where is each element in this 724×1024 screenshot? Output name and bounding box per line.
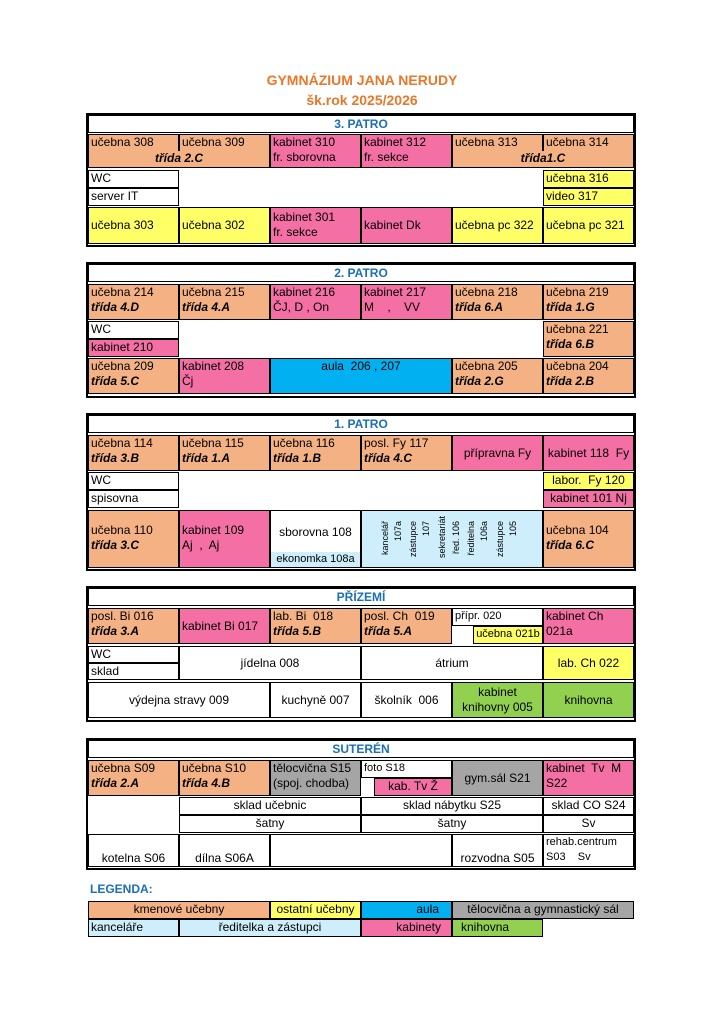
class-2c: třída 2.C <box>88 151 270 168</box>
school-title: GYMNÁZIUM JANA NERUDY <box>266 72 458 88</box>
room-s10: učebna S10 třída 4.B <box>179 760 270 796</box>
legend-reditelka: ředitelka a zástupci <box>179 919 361 937</box>
lab-bi018: lab. Bi 018 třída 5.B <box>270 608 361 644</box>
label-zastupce-1: zástupce <box>408 521 418 558</box>
room-fy117: posl. Fy 117 třída 4.C <box>361 435 452 471</box>
pripr-020: přípr. 020 <box>452 608 543 626</box>
cabinet-tv-m: kabinet Tv M S22 <box>543 760 634 796</box>
cabinet-217: kabinet 217 M , VV <box>361 284 452 320</box>
room-104: učebna 104 třída 6.C <box>543 510 634 568</box>
room-314: učebna 314 <box>543 134 634 152</box>
room-021b: učebna 021b <box>473 626 543 644</box>
label-sekretariat: sekretariát <box>437 516 447 559</box>
room-205: učebna 205 třída 2.G <box>452 358 543 394</box>
room-bi016: posl. Bi 016 třída 3.A <box>88 608 179 644</box>
foto-s18: foto S18 <box>361 760 452 778</box>
vydejna-009: výdejna stravy 009 <box>88 682 270 718</box>
label-106a: 106a <box>479 521 489 542</box>
atrium: átrium <box>361 646 543 680</box>
cabinet-210: kabinet 210 <box>88 339 179 357</box>
legend-telocvicna: tělocvična a gymnastický sál <box>452 901 634 919</box>
label-reditelna: ředitelna <box>466 521 476 556</box>
spisovna: spisovna <box>88 490 179 508</box>
label-zastupce-2: zástupce <box>495 521 505 558</box>
cabinet-312: kabinet 312 fr. sekce <box>361 134 452 168</box>
room-ch019: posl. Ch 019 třída 5.A <box>361 608 452 644</box>
ground-title: PŘÍZEMÍ <box>88 588 634 606</box>
basement-corridor <box>270 834 452 867</box>
room-309: učebna 309 <box>179 134 270 152</box>
cabinet-118: kabinet 118 Fy <box>543 435 634 471</box>
cabinet-tv-z: kab. Tv Ž <box>374 778 452 796</box>
label-107: 107 <box>421 521 431 537</box>
kotelna-s06: kotelna S06 <box>88 834 179 867</box>
sborovna-108: sborovna 108 <box>270 510 361 568</box>
basement-title: SUTERÉN <box>88 740 634 758</box>
video-317: video 317 <box>543 188 634 206</box>
sv-label: Sv <box>543 815 634 833</box>
room-313: učebna 313 <box>452 134 543 152</box>
cabinet-301: kabinet 301 fr. sekce <box>270 207 361 244</box>
label-kancelar: kancelář <box>380 521 390 556</box>
cabinet-310: kabinet 310 fr. sborovna <box>270 134 361 168</box>
room-215: učebna 215 třída 4.A <box>179 284 270 320</box>
rozvodna-s05: rozvodna S05 <box>452 834 543 867</box>
room-209: učebna 209 třída 5.C <box>88 358 179 394</box>
pc-322: učebna pc 322 <box>452 207 543 244</box>
legend-aula: aula <box>361 901 452 919</box>
class-1c: třída1.C <box>452 151 634 168</box>
floor1-title: 1. PATRO <box>88 415 634 433</box>
pc-321: učebna pc 321 <box>543 207 634 244</box>
room-116: učebna 116 třída 1.B <box>270 435 361 471</box>
floor2-title: 2. PATRO <box>88 264 634 282</box>
priprava-fy: přípravna Fy <box>452 435 543 471</box>
floor3-title: 3. PATRO <box>88 115 634 133</box>
cabinet-ch: kabinet Ch 021a <box>543 608 634 644</box>
room-s09: učebna S09 třída 2.A <box>88 760 179 796</box>
sklad-ucebnic: sklad učebnic <box>179 797 361 815</box>
room-214: učebna 214 třída 4.D <box>88 284 179 320</box>
jidelna-008: jídelna 008 <box>179 646 361 680</box>
room-218: učebna 218 třída 6.A <box>452 284 543 320</box>
cabinet-knihovny-005: kabinet knihovny 005 <box>452 682 543 718</box>
rehab-centrum: rehab.centrum S03 Sv <box>543 834 634 867</box>
kuchyne-007: kuchyně 007 <box>270 682 361 718</box>
school-year: šk.rok 2025/2026 <box>306 92 418 108</box>
sklad-0: sklad <box>88 663 179 680</box>
telocvicna-s15: tělocvična S15 (spoj. chodba) <box>270 760 361 796</box>
sklad-co-s24: sklad CO S24 <box>543 797 634 815</box>
ekonomka-108a: ekonomka 108a <box>271 552 360 567</box>
skolnik-006: školník 006 <box>361 682 452 718</box>
legend-kmenove: kmenové učebny <box>88 901 270 919</box>
cabinet-216: kabinet 216 ČJ, D , On <box>270 284 361 320</box>
room-221: učebna 221 třída 6.B <box>543 321 634 357</box>
dilna-s06a: dílna S06A <box>179 834 270 867</box>
wc-1: WC <box>88 472 179 490</box>
server-it: server IT <box>88 188 179 206</box>
cabinet-208: kabinet 208 Čj <box>179 358 270 394</box>
room-308: učebna 308 <box>88 134 179 152</box>
gym-sal-s21: gym.sál S21 <box>452 760 543 796</box>
lab-fy-120: labor. Fy 120 <box>543 472 634 490</box>
legend-title: LEGENDA: <box>90 882 153 896</box>
cabinet-dk: kabinet Dk <box>361 207 452 244</box>
label-105: 105 <box>508 521 518 537</box>
room-303: učebna 303 <box>88 207 179 244</box>
room-302: učebna 302 <box>179 207 270 244</box>
cabinet-101: kabinet 101 Nj <box>543 490 634 508</box>
sklad-nabytku-s25: sklad nábytku S25 <box>361 797 543 815</box>
aula: aula 206 , 207 <box>270 358 452 394</box>
satny-2: šatny <box>361 815 543 833</box>
room-114: učebna 114 třída 3.B <box>88 435 179 471</box>
legend-ostatni: ostatní učebny <box>270 901 361 919</box>
lab-ch-022: lab. Ch 022 <box>543 646 634 680</box>
cabinet-109: kabinet 109 Aj , Aj <box>179 510 270 568</box>
room-204: učebna 204 třída 2.B <box>543 358 634 394</box>
wc-3: WC <box>88 170 179 188</box>
cabinet-bi017: kabinet Bi 017 <box>179 608 270 644</box>
legend-knihovna: knihovna <box>452 919 543 937</box>
wc-2: WC <box>88 321 179 339</box>
satny-1: šatny <box>179 815 361 833</box>
legend-kancelare: kanceláře <box>88 919 179 937</box>
label-red-106: řed. 106 <box>451 521 461 555</box>
legend-kabinety: kabinety <box>361 919 452 937</box>
wc-0: WC <box>88 646 179 663</box>
room-110: učebna 110 třída 3.C <box>88 510 179 568</box>
label-107a: 107a <box>393 521 403 542</box>
room-219: učebna 219 třída 1.G <box>543 284 634 320</box>
room-316: učebna 316 <box>543 170 634 188</box>
knihovna-0: knihovna <box>543 682 634 718</box>
room-115: učebna 115 třída 1.A <box>179 435 270 471</box>
